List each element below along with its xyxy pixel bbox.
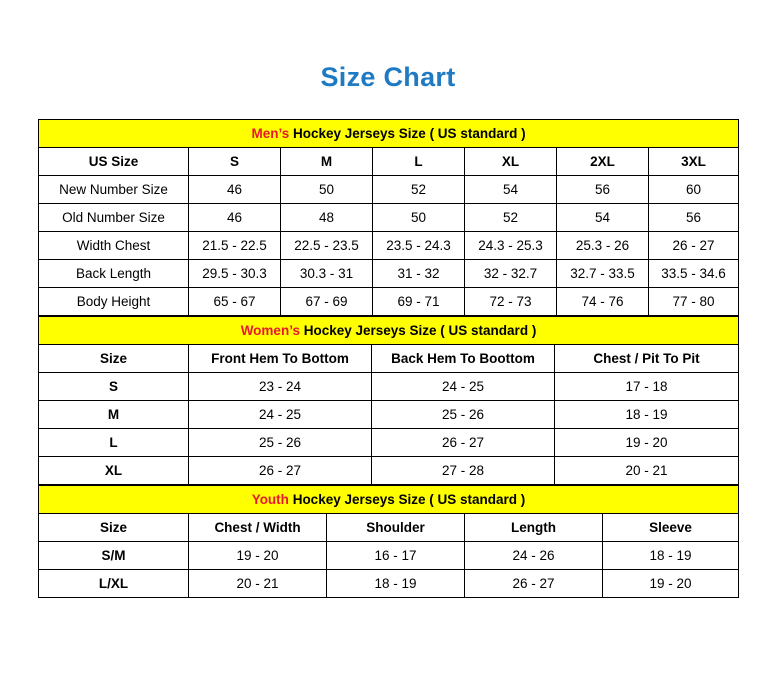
womens-row-2-val-2: 19 - 20 <box>555 429 739 457</box>
mens-row-3-val-4: 32.7 - 33.5 <box>557 260 649 288</box>
womens-col-1: Front Hem To Bottom <box>189 345 372 373</box>
mens-row-2-val-3: 24.3 - 25.3 <box>465 232 557 260</box>
mens-column-header-row <box>39 148 739 176</box>
mens-section-header-cell <box>39 120 739 148</box>
table-row <box>39 373 739 401</box>
mens-row-4-val-3: 72 - 73 <box>465 288 557 316</box>
mens-row-1-val-2: 50 <box>373 204 465 232</box>
womens-col-0: Size <box>39 345 189 373</box>
mens-row-4-val-1: 67 - 69 <box>281 288 373 316</box>
mens-row-3-val-2: 31 - 32 <box>373 260 465 288</box>
mens-row-4-val-5: 77 - 80 <box>649 288 739 316</box>
womens-row-0-val-0: 23 - 24 <box>189 373 372 401</box>
youth-row-1-val-2: 26 - 27 <box>465 570 603 598</box>
youth-col-1: Chest / Width <box>189 514 327 542</box>
mens-row-2-val-0: 21.5 - 22.5 <box>189 232 281 260</box>
mens-header-rest: Hockey Jerseys Size ( US standard ) <box>289 126 526 141</box>
womens-row-0-val-1: 24 - 25 <box>372 373 555 401</box>
womens-row-1-val-1: 25 - 26 <box>372 401 555 429</box>
table-row <box>39 288 739 316</box>
table-row <box>39 401 739 429</box>
youth-size-table <box>38 485 739 598</box>
mens-col-1: S <box>189 148 281 176</box>
youth-row-0-val-2: 24 - 26 <box>465 542 603 570</box>
mens-row-2-val-5: 26 - 27 <box>649 232 739 260</box>
womens-row-3-val-1: 27 - 28 <box>372 457 555 485</box>
table-row <box>39 429 739 457</box>
womens-row-1-val-0: 24 - 25 <box>189 401 372 429</box>
youth-header-accent: Youth <box>251 492 289 507</box>
youth-row-1-val-3: 19 - 20 <box>603 570 739 598</box>
womens-row-3-val-0: 26 - 27 <box>189 457 372 485</box>
mens-row-1-val-5: 56 <box>649 204 739 232</box>
mens-row-0-label: New Number Size <box>39 176 189 204</box>
mens-col-3: L <box>373 148 465 176</box>
table-row <box>39 542 739 570</box>
youth-row-0-val-1: 16 - 17 <box>327 542 465 570</box>
womens-section-header <box>39 317 739 345</box>
youth-col-4: Sleeve <box>603 514 739 542</box>
mens-col-4: XL <box>465 148 557 176</box>
table-row <box>39 260 739 288</box>
mens-row-1-val-3: 52 <box>465 204 557 232</box>
womens-row-1-val-2: 18 - 19 <box>555 401 739 429</box>
mens-col-0: US Size <box>39 148 189 176</box>
mens-row-2-val-2: 23.5 - 24.3 <box>373 232 465 260</box>
table-row <box>39 204 739 232</box>
table-row <box>39 570 739 598</box>
womens-row-1-label: M <box>39 401 189 429</box>
mens-row-3-val-3: 32 - 32.7 <box>465 260 557 288</box>
youth-column-header-row <box>39 514 739 542</box>
youth-header-rest: Hockey Jerseys Size ( US standard ) <box>288 492 526 507</box>
womens-size-table <box>38 316 739 485</box>
youth-col-2: Shoulder <box>327 514 465 542</box>
womens-row-2-val-0: 25 - 26 <box>189 429 372 457</box>
mens-row-3-val-5: 33.5 - 34.6 <box>649 260 739 288</box>
table-row <box>39 457 739 485</box>
mens-row-1-val-1: 48 <box>281 204 373 232</box>
youth-section-header <box>39 486 739 514</box>
mens-row-4-val-4: 74 - 76 <box>557 288 649 316</box>
mens-row-1-val-0: 46 <box>189 204 281 232</box>
table-row <box>39 232 739 260</box>
womens-row-0-val-2: 17 - 18 <box>555 373 739 401</box>
womens-row-3-val-2: 20 - 21 <box>555 457 739 485</box>
mens-row-3-val-0: 29.5 - 30.3 <box>189 260 281 288</box>
womens-row-0-label: S <box>39 373 189 401</box>
youth-row-0-val-0: 19 - 20 <box>189 542 327 570</box>
mens-row-4-val-2: 69 - 71 <box>373 288 465 316</box>
youth-row-0-label: S/M <box>39 542 189 570</box>
mens-row-4-label: Body Height <box>39 288 189 316</box>
mens-row-2-label: Width Chest <box>39 232 189 260</box>
womens-row-3-label: XL <box>39 457 189 485</box>
youth-row-1-val-1: 18 - 19 <box>327 570 465 598</box>
mens-row-0-val-4: 56 <box>557 176 649 204</box>
womens-column-header-row <box>39 345 739 373</box>
mens-row-0-val-0: 46 <box>189 176 281 204</box>
size-tables-container <box>38 119 738 598</box>
page-title: Size Chart <box>320 62 456 92</box>
youth-section-header-cell <box>39 486 739 514</box>
womens-header-accent: Women’s <box>240 323 300 338</box>
mens-row-3-val-1: 30.3 - 31 <box>281 260 373 288</box>
mens-col-6: 3XL <box>649 148 739 176</box>
mens-row-0-val-5: 60 <box>649 176 739 204</box>
youth-row-0-val-3: 18 - 19 <box>603 542 739 570</box>
womens-col-3: Chest / Pit To Pit <box>555 345 739 373</box>
mens-section-header <box>39 120 739 148</box>
womens-row-2-val-1: 26 - 27 <box>372 429 555 457</box>
mens-row-2-val-1: 22.5 - 23.5 <box>281 232 373 260</box>
womens-section-header-cell <box>39 317 739 345</box>
mens-row-2-val-4: 25.3 - 26 <box>557 232 649 260</box>
womens-row-2-label: L <box>39 429 189 457</box>
table-row <box>39 176 739 204</box>
mens-row-0-val-1: 50 <box>281 176 373 204</box>
mens-row-1-label: Old Number Size <box>39 204 189 232</box>
youth-row-1-val-0: 20 - 21 <box>189 570 327 598</box>
mens-row-0-val-2: 52 <box>373 176 465 204</box>
mens-col-2: M <box>281 148 373 176</box>
womens-header-rest: Hockey Jerseys Size ( US standard ) <box>299 323 537 338</box>
youth-row-1-label: L/XL <box>39 570 189 598</box>
mens-row-3-label: Back Length <box>39 260 189 288</box>
mens-size-table <box>38 119 739 316</box>
mens-row-0-val-3: 54 <box>465 176 557 204</box>
mens-header-accent: Men’s <box>251 126 290 141</box>
youth-col-0: Size <box>39 514 189 542</box>
youth-col-3: Length <box>465 514 603 542</box>
womens-col-2: Back Hem To Boottom <box>372 345 555 373</box>
mens-col-5: 2XL <box>557 148 649 176</box>
mens-row-1-val-4: 54 <box>557 204 649 232</box>
mens-row-4-val-0: 65 - 67 <box>189 288 281 316</box>
